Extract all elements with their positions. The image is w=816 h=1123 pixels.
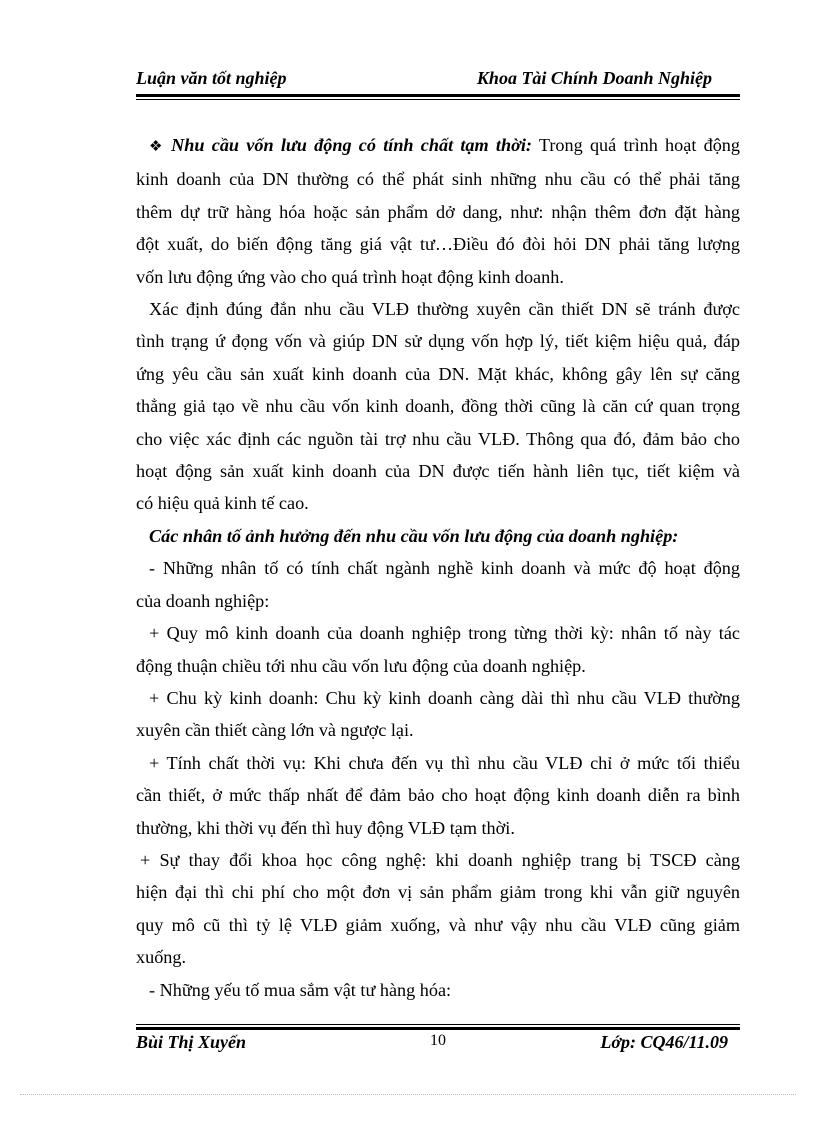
- text-line: vốn lưu động ứng vào cho quá trình hoạt động kinh doanh.: [136, 266, 564, 287]
- text-line: Xác định đúng đắn nhu cầu VLĐ thường xuyên cần thiết DN sẽ tránh được: [149, 299, 740, 320]
- text-line: - Những nhân tố có tính chất ngành nghề kinh doanh và mức độ hoạt động: [149, 558, 740, 579]
- text-line: + Chu kỳ kinh doanh: Chu kỳ kinh doanh càng dài thì nhu cầu VLĐ thường: [149, 687, 740, 708]
- text-line: ứng yêu cầu sản xuất kinh doanh của DN. Mặt khác, không gây lên sự căng: [136, 363, 740, 384]
- footer-rule-thick: [136, 1027, 740, 1030]
- page-number: 10: [430, 1032, 446, 1049]
- text-span: Trong quá trình hoạt động: [538, 135, 740, 155]
- text-line: + Sự thay đổi khoa học công nghệ: khi doanh nghiệp trang bị TSCĐ càng: [140, 849, 740, 870]
- document-body: [136, 129, 740, 1006]
- paragraph-procurement: - Những yếu tố mua sắm vật tư hàng hóa:: [149, 979, 452, 1000]
- paragraph-temporary-capital: [136, 129, 740, 293]
- paragraph-seasonality: [136, 747, 740, 844]
- text-line: + Tính chất thời vụ: Khi chưa đến vụ thì nhu cầu VLĐ chỉ ở mức tối thiểu: [149, 752, 740, 773]
- page-edge-dotted-line: [20, 1094, 796, 1095]
- text-line: quy mô cũ thì tỷ lệ VLĐ giảm xuống, và như vậy nhu cầu VLĐ cũng giảm: [136, 914, 740, 935]
- page-header: [136, 68, 740, 92]
- text-line: + Quy mô kinh doanh của doanh nghiệp trong từng thời kỳ: nhân tố này tác: [149, 623, 740, 644]
- header-rule-thick: [136, 94, 740, 97]
- text-line: cần thiết, ở mức thấp nhất để đảm bảo cho hoạt động kinh doanh diễn ra bình: [136, 785, 740, 806]
- text-line: tình trạng ứ đọng vốn và giúp DN sử dụng vốn hợp lý, tiết kiệm hiệu quả, đáp: [136, 331, 740, 352]
- text-line: đột xuất, do biến động tăng giá vật tư…Điều đó đòi hỏi DN phải tăng lượng: [136, 234, 740, 255]
- paragraph-industry-factors: [136, 552, 740, 617]
- text-line: kinh doanh của DN thường có thể phát sinh những nhu cầu có thể phải tăng: [136, 169, 740, 190]
- section-title-temporary: Nhu cầu vốn lưu động có tính chất tạm thời:: [171, 135, 532, 155]
- paragraph-determination: [136, 293, 740, 520]
- paragraph-scale: [136, 617, 740, 682]
- text-line: có hiệu quả kinh tế cao.: [136, 493, 309, 514]
- footer-class: Lớp: CQ46/11.09: [600, 1032, 728, 1052]
- text-line: xuống.: [136, 947, 187, 968]
- text-line: thẳng giả tạo về nhu cầu vốn kinh doanh, đồng thời cũng là căn cứ quan trọng: [136, 396, 740, 417]
- header-thesis-title: Luận văn tốt nghiệp: [136, 68, 287, 88]
- page-footer: [136, 1032, 740, 1056]
- diamond-bullet-icon: ❖: [149, 139, 166, 155]
- header-faculty: Khoa Tài Chính Doanh Nghiệp: [476, 68, 712, 88]
- paragraph-technology: [136, 844, 740, 974]
- paragraph-business-cycle: [136, 682, 740, 747]
- text-line: [136, 129, 740, 163]
- text-line: xuyên cần thiết càng lớn và ngược lại.: [136, 720, 414, 741]
- text-line: thêm dự trữ hàng hóa hoặc sản phẩm dở dang, như: nhận thêm đơn đặt hàng: [136, 201, 740, 222]
- footer-author: Bùi Thị Xuyến: [136, 1032, 247, 1052]
- text-line: hiện đại thì chi phí cho một đơn vị sản phẩm giảm trong khi vẫn giữ nguyên: [136, 882, 740, 903]
- text-line: của doanh nghiệp:: [136, 590, 270, 611]
- footer-rule-thin: [136, 1024, 740, 1025]
- section-heading-factors: Các nhân tố ảnh hưởng đến nhu cầu vốn lưu động của doanh nghiệp:: [149, 525, 679, 546]
- text-line: thường, khi thời vụ đến thì huy động VLĐ tạm thời.: [136, 817, 515, 838]
- text-line: cho việc xác định các nguồn tài trợ nhu cầu VLĐ. Thông qua đó, đảm bảo cho: [136, 428, 740, 449]
- header-rule-thin: [136, 99, 740, 100]
- text-line: động thuận chiều tới nhu cầu vốn lưu động của doanh nghiệp.: [136, 655, 586, 676]
- text-line: hoạt động sản xuất kinh doanh của DN được tiến hành liên tục, tiết kiệm và: [136, 461, 740, 482]
